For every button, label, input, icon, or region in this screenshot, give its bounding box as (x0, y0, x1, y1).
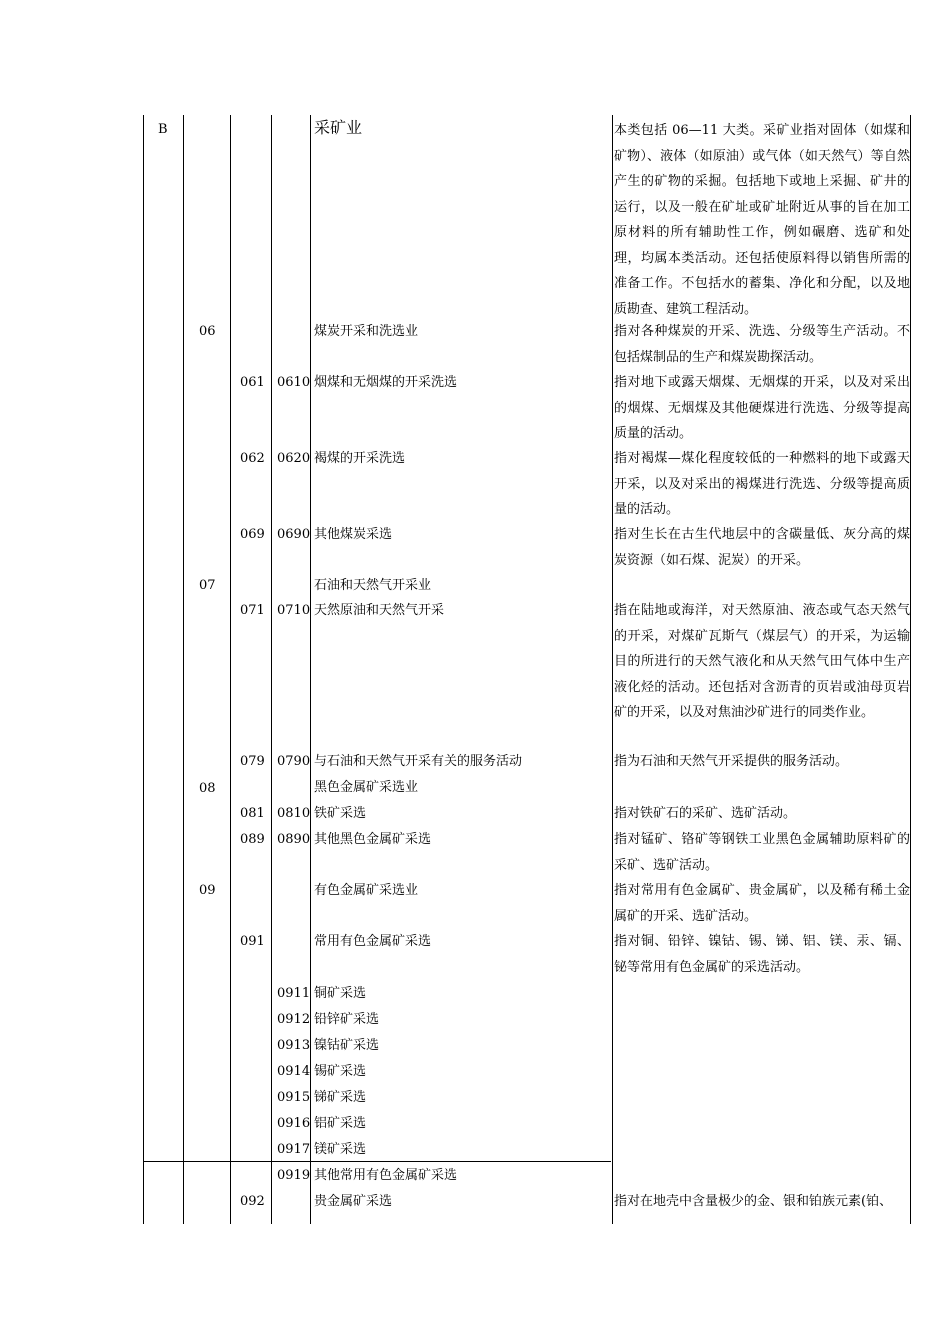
mid-code: 071 (240, 603, 265, 618)
mid-code: 061 (240, 375, 265, 390)
category-name: 锡矿采选 (314, 1064, 367, 1079)
minor-code: 0917 (277, 1142, 311, 1157)
category-name: 与石油和天然气开采有关的服务活动 (314, 754, 523, 769)
category-description: 指对常用有色金属矿、贵金属矿，以及稀有稀土金属矿的开采、选矿活动。 (614, 883, 910, 924)
major-code: 09 (199, 883, 216, 898)
column-divider (271, 115, 272, 1224)
category-description: 本类包括 06—11 大类。采矿业指对固体（如煤和矿物）、液体（如原油）或气体（如天然气）等自然产生的矿物的采掘。包括地下或地上采掘、矿井的运行，以及一般在矿址或矿址附近从事的旨在加工原材料的所有辅助性工作，例如碾磨、选矿和处理，均属本类活动。还包括使原料得以销售所需的准备工作。不包括水的蓄集、净化和分配，以及地质勘查、建筑工程活动。 (614, 123, 910, 317)
category-name: 常用有色金属矿采选 (314, 934, 432, 949)
category-description: 指对铜、铅锌、镍钴、锡、锑、铝、镁、汞、镉、铋等常用有色金属矿的采选活动。 (614, 934, 910, 975)
major-code: 07 (199, 578, 216, 593)
column-divider (310, 115, 311, 1224)
minor-code: 0610 (277, 375, 311, 390)
column-divider (183, 115, 184, 1224)
major-code: 08 (199, 781, 216, 796)
category-description: 指对锰矿、铬矿等钢铁工业黑色金属辅助原料矿的采矿、选矿活动。 (614, 832, 910, 873)
column-divider (612, 115, 613, 1224)
category-description: 指对褐煤—煤化程度较低的一种燃料的地下或露天开采，以及对采出的褐煤进行洗选、分级等提高质量的活动。 (614, 451, 910, 517)
category-name: 铝矿采选 (314, 1116, 367, 1131)
minor-code: 0912 (277, 1012, 311, 1027)
category-description: 指对各种煤炭的开采、洗选、分级等生产活动。不包括煤制品的生产和煤炭勘探活动。 (614, 324, 910, 365)
minor-code: 0890 (277, 832, 311, 847)
category-description: 指对生长在古生代地层中的含碳量低、灰分高的煤炭资源（如石煤、泥炭）的开采。 (614, 527, 910, 568)
minor-code: 0916 (277, 1116, 311, 1131)
minor-code: 0914 (277, 1064, 311, 1079)
category-description: 指对铁矿石的采矿、选矿活动。 (614, 806, 797, 821)
category-name: 其他煤炭采选 (314, 527, 393, 542)
category-description: 指对在地壳中含量极少的金、银和铂族元素(铂、 (614, 1194, 893, 1209)
minor-code: 0790 (277, 754, 311, 769)
mid-code: 081 (240, 806, 265, 821)
category-name: 锑矿采选 (314, 1090, 367, 1105)
category-name: 烟煤和无烟煤的开采洗选 (314, 375, 458, 390)
column-divider (230, 115, 231, 1224)
minor-code: 0810 (277, 806, 311, 821)
category-name: 镁矿采选 (314, 1142, 367, 1157)
category-name: 铅锌矿采选 (314, 1012, 380, 1027)
category-name: 黑色金属矿采选业 (314, 780, 419, 795)
mid-code: 069 (240, 527, 265, 542)
section-code: B (158, 122, 168, 137)
category-name: 采矿业 (314, 118, 363, 137)
mid-code: 089 (240, 832, 265, 847)
minor-code: 0710 (277, 603, 311, 618)
category-name: 煤炭开采和洗选业 (314, 324, 419, 339)
category-name: 贵金属矿采选 (314, 1194, 393, 1209)
category-name: 铜矿采选 (314, 986, 367, 1001)
category-name: 有色金属矿采选业 (314, 883, 419, 898)
mid-code: 062 (240, 451, 265, 466)
minor-code: 0919 (277, 1168, 311, 1183)
mid-code: 091 (240, 934, 265, 949)
table-border-right (910, 115, 911, 1224)
category-description: 指在陆地或海洋，对天然原油、液态或气态天然气的开采，对煤矿瓦斯气（煤层气）的开采，为运输目的所进行的天然气液化和从天然气田气体中生产液化烃的活动。还包括对含沥青的页岩或油母页岩矿的开采，以及对焦油沙矿进行的同类作业。 (614, 603, 910, 720)
category-name: 天然原油和天然气开采 (314, 603, 445, 618)
category-description: 指对地下或露天烟煤、无烟煤的开采，以及对采出的烟煤、无烟煤及其他硬煤进行洗选、分级等提高质量的活动。 (614, 375, 910, 441)
table-border-left (143, 115, 144, 1224)
minor-code: 0620 (277, 451, 311, 466)
category-name: 其他常用有色金属矿采选 (314, 1168, 458, 1183)
mid-code: 079 (240, 754, 265, 769)
mid-code: 092 (240, 1194, 265, 1209)
category-name: 石油和天然气开采业 (314, 578, 432, 593)
category-name: 褐煤的开采洗选 (314, 451, 406, 466)
minor-code: 0913 (277, 1038, 311, 1053)
minor-code: 0915 (277, 1090, 311, 1105)
major-code: 06 (199, 324, 216, 339)
row-separator (143, 1161, 611, 1162)
category-name: 其他黑色金属矿采选 (314, 832, 432, 847)
minor-code: 0911 (277, 986, 311, 1001)
category-name: 镍钴矿采选 (314, 1038, 380, 1053)
category-name: 铁矿采选 (314, 806, 367, 821)
minor-code: 0690 (277, 527, 311, 542)
category-description: 指为石油和天然气开采提供的服务活动。 (614, 754, 849, 769)
